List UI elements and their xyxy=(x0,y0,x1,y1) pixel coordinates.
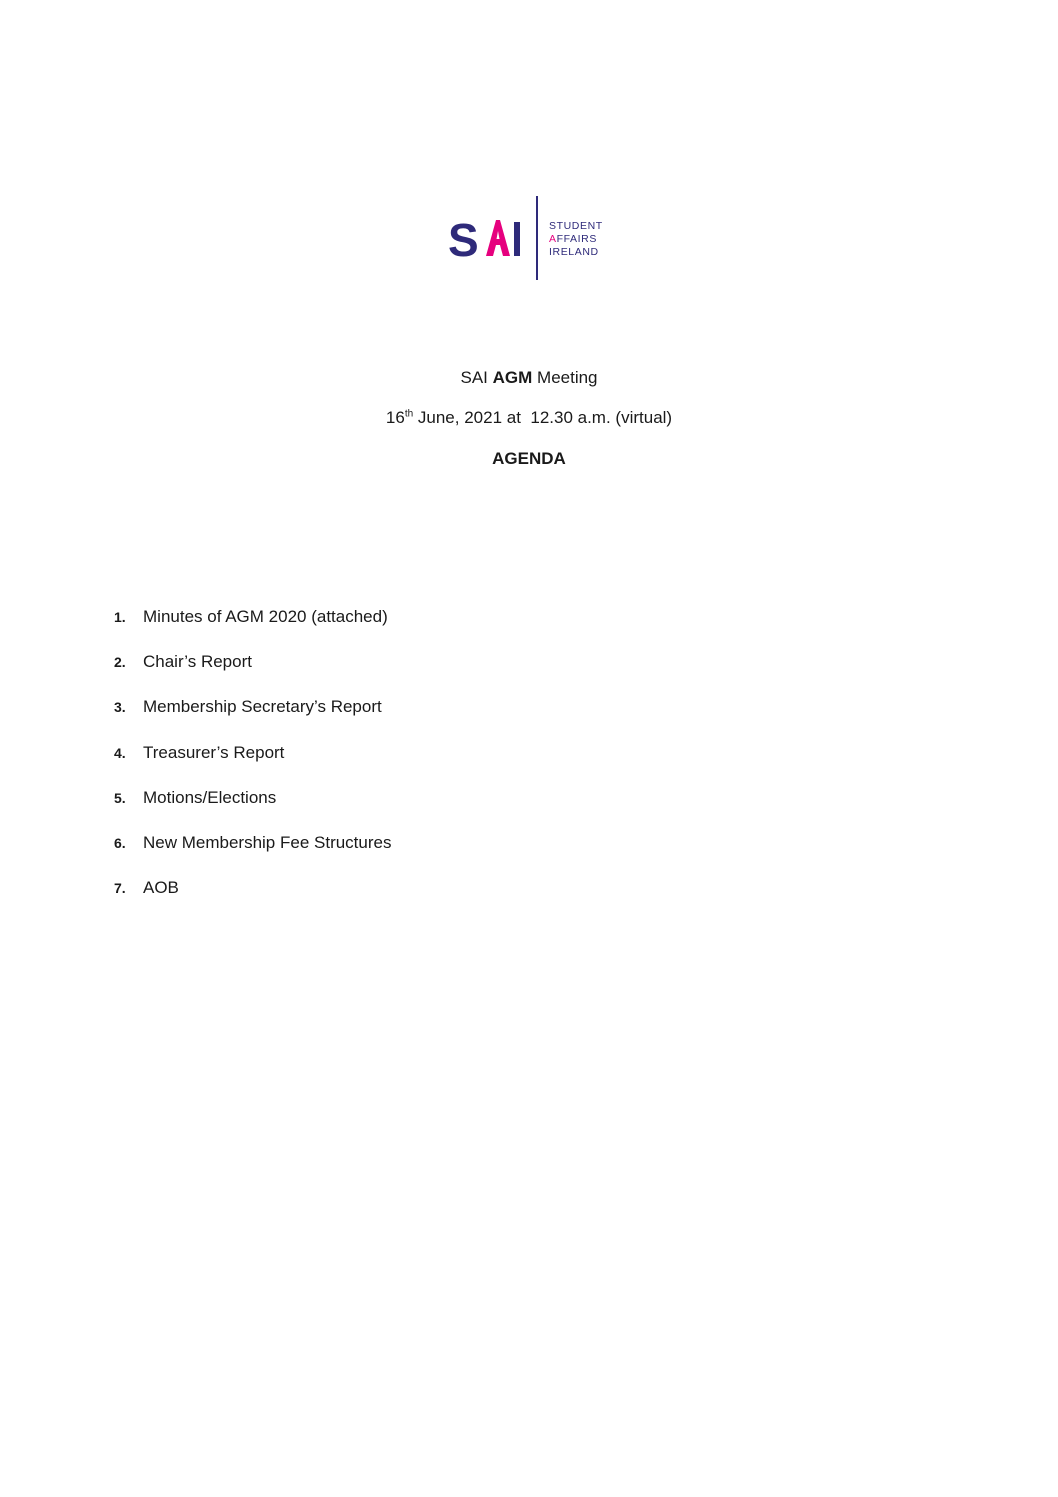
item-number: 2. xyxy=(114,654,126,671)
meeting-date xyxy=(0,408,1058,428)
list-item xyxy=(114,833,714,878)
logo-divider xyxy=(536,196,538,280)
list-item xyxy=(114,697,714,742)
item-number: 1. xyxy=(114,609,126,625)
meeting-title xyxy=(0,368,1058,388)
logo-word-student: STUDENT xyxy=(549,220,603,232)
list-item xyxy=(114,878,714,923)
date-suffix: th xyxy=(404,408,414,420)
sai-logo-graphic xyxy=(448,196,618,280)
item-number: 7. xyxy=(114,880,126,897)
date-day: 16 xyxy=(385,408,405,427)
item-number: 5. xyxy=(114,789,126,806)
item-text: Chair’s Report xyxy=(143,652,252,672)
list-item xyxy=(114,788,714,833)
item-text: New Membership Fee Structures xyxy=(143,832,392,852)
date-rest: June, 2021 at 12.30 a.m. (virtual) xyxy=(417,408,673,427)
logo-word-ireland: IRELAND xyxy=(549,246,599,258)
item-text: Membership Secretary’s Report xyxy=(143,697,382,717)
item-text: Motions/Elections xyxy=(143,787,277,807)
title-suffix: Meeting xyxy=(537,368,598,387)
logo-letter-i xyxy=(514,222,520,256)
logo-letter-a xyxy=(486,220,510,256)
item-text: Minutes of AGM 2020 (attached) xyxy=(143,607,388,626)
sai-logo xyxy=(448,196,618,280)
agenda-heading: AGENDA xyxy=(492,449,566,468)
item-text: AOB xyxy=(143,878,179,898)
item-number: 3. xyxy=(114,699,126,716)
list-item xyxy=(114,607,714,652)
logo-word-affairs: AFFAIRS xyxy=(549,233,597,245)
title-bold: AGM xyxy=(492,368,533,387)
item-text: Treasurer’s Report xyxy=(143,742,285,762)
title-prefix: SAI xyxy=(460,368,488,387)
list-item xyxy=(114,652,714,697)
item-number: 4. xyxy=(114,744,126,761)
agenda-list xyxy=(114,607,714,923)
list-item xyxy=(114,743,714,788)
item-number: 6. xyxy=(114,834,126,851)
logo-letter-s: S xyxy=(448,214,479,266)
